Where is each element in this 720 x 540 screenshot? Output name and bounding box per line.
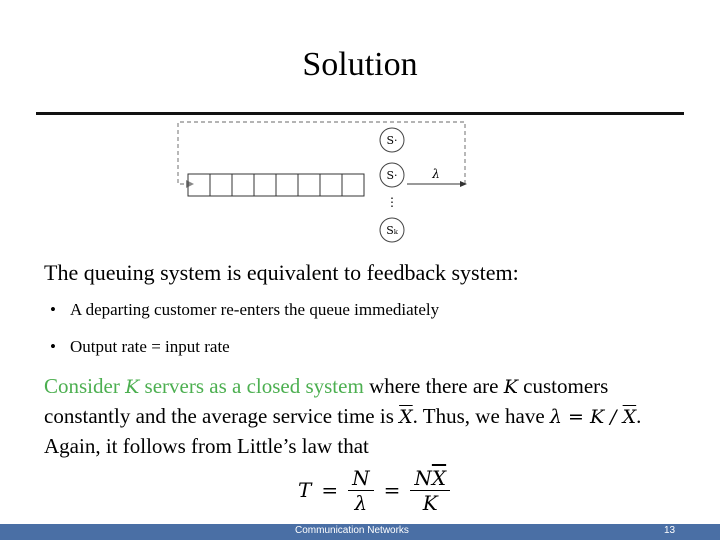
feedback-loop <box>178 122 465 184</box>
math-xbar: $\overline{X}$ <box>622 406 637 428</box>
explanation-paragraph <box>44 372 684 461</box>
text-segment: customers constantly and the average service time is <box>44 374 609 428</box>
fraction-denominator: K <box>422 490 438 515</box>
footer-bar <box>0 524 720 540</box>
intro-text: The queuing system is equivalent to feedback system: <box>44 260 519 285</box>
formula-equals: = <box>321 478 339 502</box>
math-k: K <box>125 376 140 398</box>
output-rate-label: λ <box>432 167 440 181</box>
queue-diagram <box>0 116 720 256</box>
fraction-numerator: N <box>348 466 374 491</box>
bullet-item <box>50 300 439 320</box>
footer-title: Communication Networks <box>295 525 409 536</box>
bullet-dot: • <box>50 337 56 356</box>
formula-xbar: $\overline{X}$ <box>431 465 447 490</box>
fraction-numerator <box>410 466 450 491</box>
server-ellipsis: ⋮ <box>386 195 398 209</box>
title-divider <box>36 112 684 115</box>
server-k-label: Sₖ <box>386 224 398 237</box>
highlight-closed-system: servers as a closed system <box>144 374 364 398</box>
fraction-nxbar-over-k <box>410 466 450 515</box>
formula-equals: = <box>383 478 401 502</box>
highlight-consider: Consider <box>44 374 120 398</box>
slide-title: Solution <box>302 46 418 83</box>
fraction-denominator: λ <box>354 490 368 515</box>
bullet-dot: • <box>50 300 56 319</box>
littles-law-formula <box>298 458 450 522</box>
text-segment: . Again, it follows from Little’s law that <box>44 404 642 458</box>
server-1-label: S· <box>386 134 398 147</box>
page-number: 13 <box>664 525 676 536</box>
formula-t: T <box>298 478 312 502</box>
math-xbar: $\overline{X}$ <box>399 406 413 428</box>
fraction-n-over-lambda <box>348 466 374 515</box>
math-k: K <box>503 376 518 398</box>
formula-n: N <box>414 465 432 490</box>
bullet-item <box>50 337 230 357</box>
text-segment: where there are <box>369 374 499 398</box>
bullet-text: Output rate = input rate <box>70 337 230 356</box>
feedback-arrowhead <box>186 180 194 188</box>
server-2-label: S· <box>386 169 398 182</box>
text-segment: . Thus, we have <box>412 404 545 428</box>
bullet-text: A departing customer re-enters the queue immediately <box>70 300 440 319</box>
math-lambda-expr: λ = K / <box>549 406 623 428</box>
